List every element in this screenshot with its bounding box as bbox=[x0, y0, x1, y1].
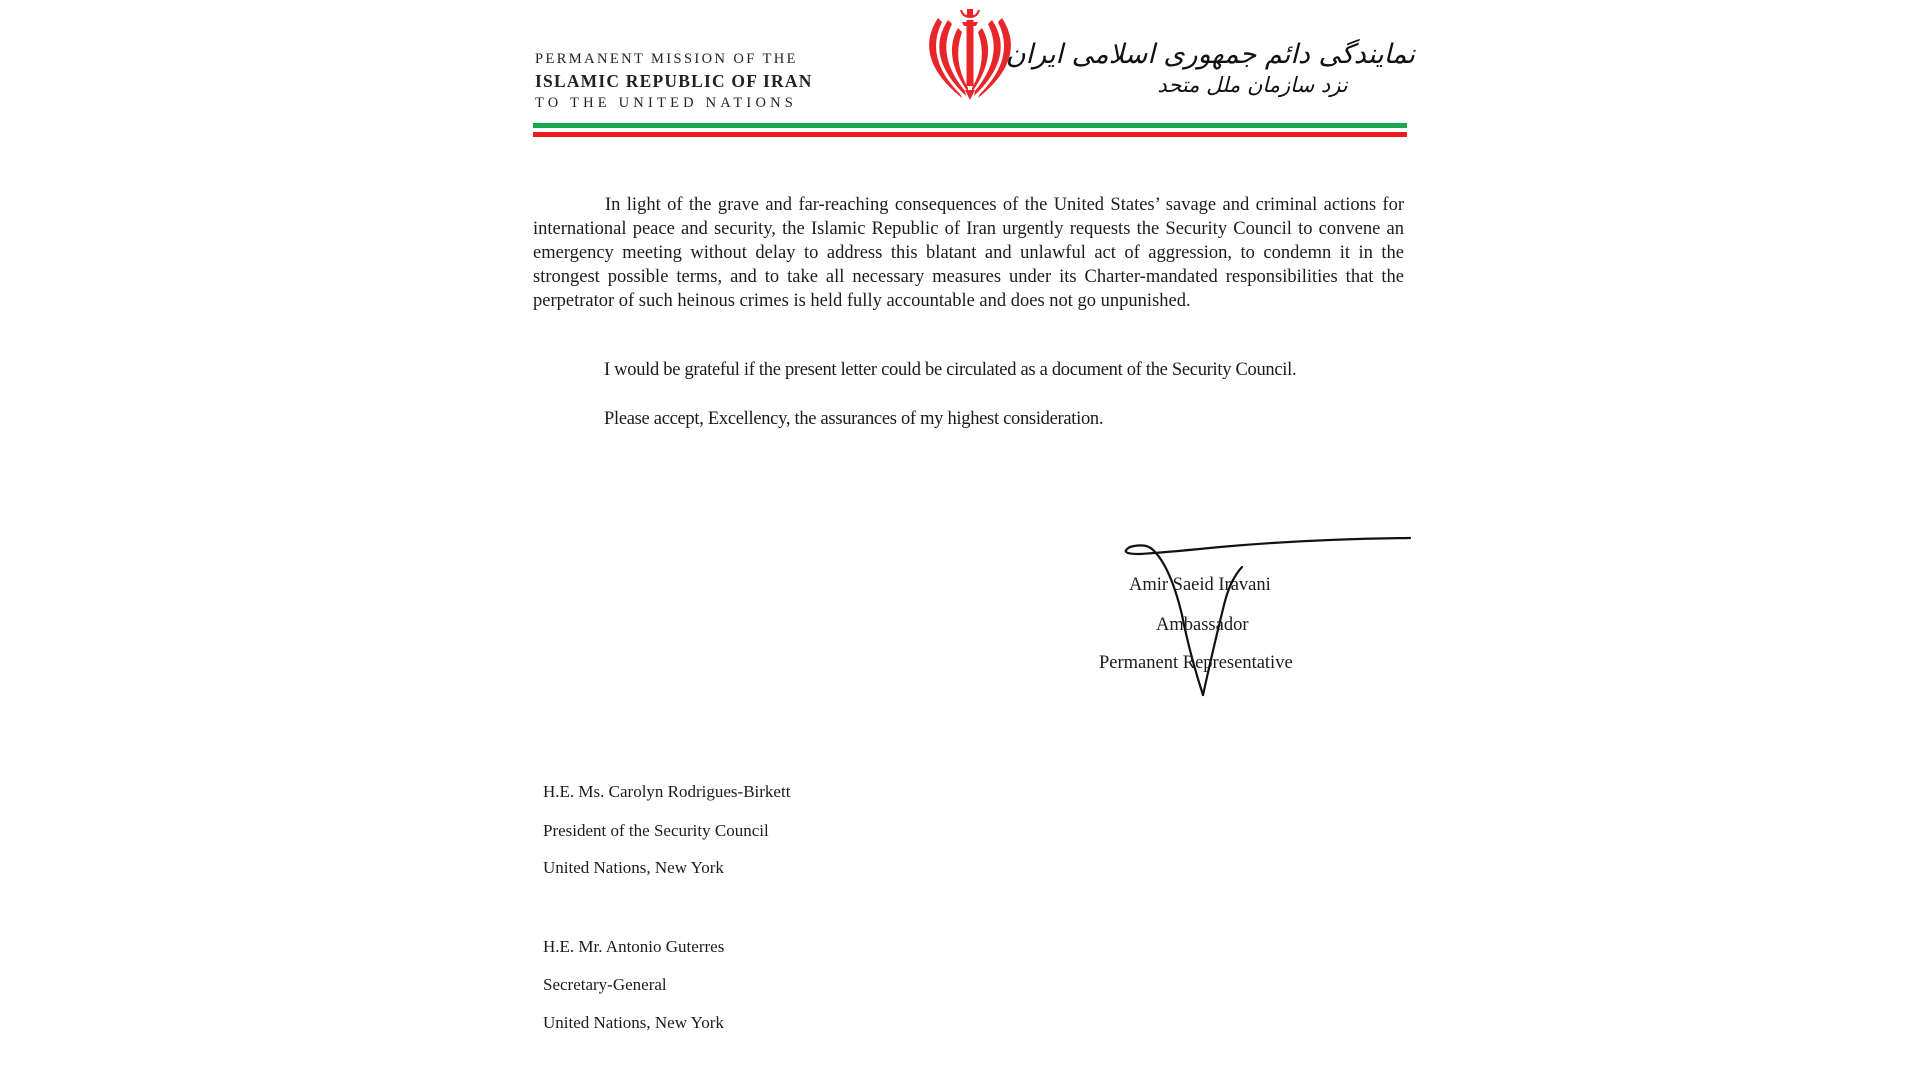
red-rule bbox=[533, 132, 1407, 137]
green-rule bbox=[533, 123, 1407, 128]
letterhead-persian bbox=[1005, 38, 1415, 98]
letterhead-english bbox=[535, 50, 815, 112]
signatory-role: Permanent Representative bbox=[1099, 653, 1293, 673]
addressee-2-location: United Nations, New York bbox=[543, 1013, 724, 1032]
letterhead-line-1: PERMANENT MISSION OF THE bbox=[535, 51, 798, 67]
paragraph-3: Please accept, Excellency, the assurances of my highest consideration. bbox=[604, 409, 1104, 429]
addressee-2-name: H.E. Mr. Antonio Guterres bbox=[543, 937, 725, 956]
addressee-1-title: President of the Security Council bbox=[543, 821, 769, 840]
letterhead-line-3: TO THE UNITED NATIONS bbox=[535, 95, 798, 111]
addressee-1-name: H.E. Ms. Carolyn Rodrigues-Birkett bbox=[543, 782, 791, 801]
letterhead-persian-line-1: نمایندگی دائم جمهوری اسلامی ایران bbox=[1005, 39, 1415, 70]
signatory-name: Amir Saeid Iravani bbox=[1129, 575, 1271, 595]
letter-body bbox=[533, 193, 1404, 313]
letterhead-line-2: ISLAMIC REPUBLIC OF IRAN bbox=[535, 71, 813, 91]
signatory-title: Ambassador bbox=[1156, 615, 1249, 635]
paragraph-2: I would be grateful if the present letter could be circulated as a document of the Security Council. bbox=[604, 360, 1297, 380]
paragraph-1: In light of the grave and far-reaching consequences of the United States’ savage and criminal actions for international peace and security, the Islamic Republic of Iran urgently requests the Security Council to convene an emergency meeting without delay to address this blatant and unlawful act of aggression, to condemn it in the strongest possible terms, and to take all necessary measures under its Charter-mandated responsibilities that the perpetrator of such heinous crimes is held fully accountable and does not go unpunished. bbox=[533, 195, 1404, 311]
addressee-2-title: Secretary-General bbox=[543, 975, 667, 994]
addressee-1-location: United Nations, New York bbox=[543, 858, 724, 877]
letterhead-persian-line-2: نزد سازمان ملل متحد bbox=[1157, 73, 1348, 97]
